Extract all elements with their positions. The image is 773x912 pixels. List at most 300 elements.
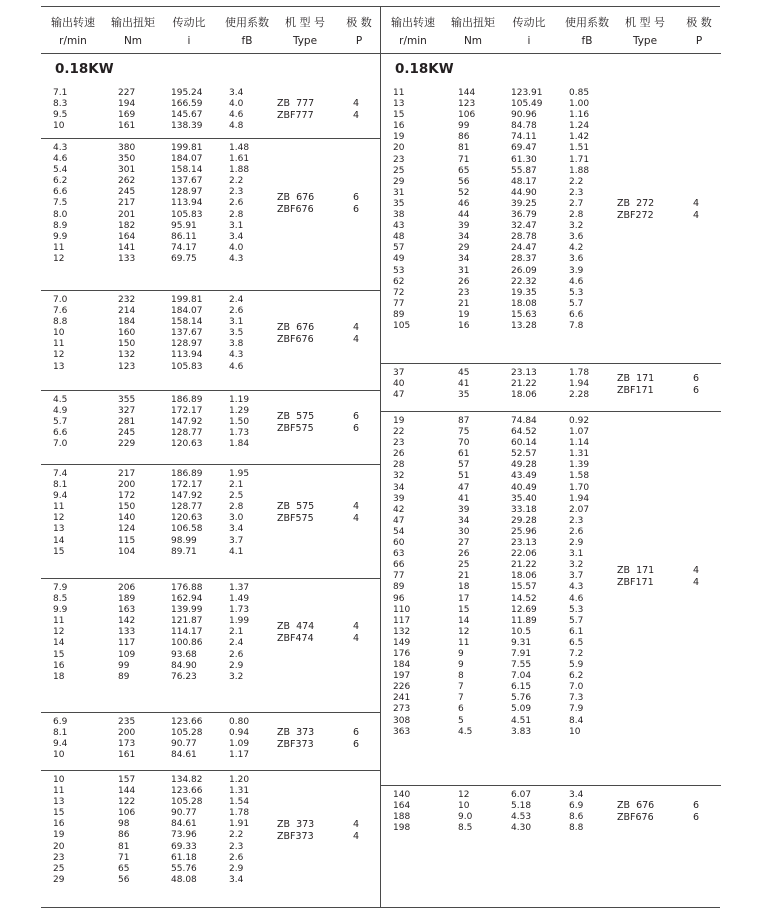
speed-cell: 13 <box>53 524 65 535</box>
torque-cell: 141 <box>118 242 136 253</box>
torque-cell: 75 <box>458 427 470 438</box>
factor-cell: 2.07 <box>569 504 590 515</box>
table-row <box>41 428 380 439</box>
model-type: ZB 676 <box>617 800 655 812</box>
torque-cell: 86 <box>118 830 130 841</box>
factor-cell: 1.54 <box>229 797 250 808</box>
factor-cell: 2.6 <box>229 198 244 209</box>
speed-cell: 15 <box>53 546 65 557</box>
factor-cell: 3.8 <box>229 339 244 350</box>
torque-cell: 122 <box>118 797 136 808</box>
table-row <box>41 819 380 830</box>
ratio-cell: 74.17 <box>171 242 197 253</box>
factor-cell: 1.19 <box>229 395 250 405</box>
header-torque-zh: 输出扭矩 <box>111 16 155 29</box>
factor-cell: 2.4 <box>229 638 244 649</box>
ratio-cell: 6.15 <box>511 682 532 693</box>
factor-cell: 3.5 <box>229 328 244 339</box>
table-row <box>41 221 380 232</box>
torque-cell: 173 <box>118 739 136 750</box>
header-torque-en: Nm <box>463 35 483 47</box>
table-row <box>41 536 380 547</box>
ratio-cell: 106.58 <box>171 524 203 535</box>
header-factor-zh: 使用系数 <box>225 16 269 29</box>
speed-cell: 12 <box>53 253 65 264</box>
model-type: ZB 575 <box>277 501 315 513</box>
speed-cell: 16 <box>53 819 65 830</box>
table-row <box>381 299 721 310</box>
torque-cell: 29 <box>458 243 470 254</box>
table-row <box>381 605 721 616</box>
ratio-cell: 5.76 <box>511 693 532 704</box>
speed-cell: 40 <box>393 379 405 390</box>
speed-cell: 20 <box>53 841 65 852</box>
table-row <box>381 166 721 177</box>
factor-cell: 3.2 <box>569 221 584 232</box>
torque-cell: 227 <box>118 88 136 98</box>
ratio-cell: 13.28 <box>511 320 537 331</box>
ratio-cell: 128.97 <box>171 339 203 350</box>
torque-cell: 14 <box>458 615 470 626</box>
spec-group <box>41 390 380 465</box>
table-row <box>381 460 721 471</box>
factor-cell: 0.85 <box>569 88 590 98</box>
factor-cell: 3.0 <box>229 513 244 524</box>
speed-cell: 66 <box>393 560 405 571</box>
speed-cell: 11 <box>53 502 65 513</box>
ratio-cell: 184.07 <box>171 154 203 165</box>
table-row <box>381 812 721 823</box>
header-speed-en: r/min <box>399 35 427 47</box>
factor-cell: 6.2 <box>569 671 584 682</box>
spec-group <box>41 138 380 291</box>
table-row <box>381 427 721 438</box>
spec-group <box>381 363 721 412</box>
speed-cell: 117 <box>393 615 411 626</box>
torque-cell: 206 <box>118 583 136 593</box>
spec-group <box>41 712 380 771</box>
ratio-cell: 7.55 <box>511 660 532 671</box>
factor-cell: 1.88 <box>229 165 250 176</box>
header-poles-en: P <box>355 35 363 47</box>
speed-cell: 25 <box>53 863 65 874</box>
torque-cell: 8 <box>458 671 464 682</box>
table-row <box>381 143 721 154</box>
ratio-cell: 195.24 <box>171 88 203 98</box>
torque-cell: 18 <box>458 582 470 593</box>
factor-cell: 2.8 <box>569 210 584 221</box>
ratio-cell: 105.83 <box>171 209 203 220</box>
header-speed-en: r/min <box>59 35 87 47</box>
factor-cell: 4.3 <box>569 582 584 593</box>
ratio-cell: 137.67 <box>171 328 203 339</box>
torque-cell: 133 <box>118 627 136 638</box>
table-row <box>41 254 380 265</box>
spec-rows <box>41 717 380 761</box>
model-type: ZB 373 <box>277 727 315 739</box>
speed-cell: 19 <box>393 132 405 143</box>
ratio-cell: 172.17 <box>171 480 203 491</box>
table-header <box>41 6 380 53</box>
speed-cell: 20 <box>393 143 405 154</box>
torque-cell: 104 <box>118 546 136 557</box>
spec-rows <box>41 583 380 683</box>
speed-cell: 31 <box>393 187 405 198</box>
factor-cell: 2.6 <box>229 852 244 863</box>
speed-cell: 132 <box>393 626 411 637</box>
factor-cell: 2.3 <box>569 187 584 198</box>
torque-cell: 45 <box>458 368 470 378</box>
factor-cell: 10 <box>569 726 581 737</box>
factor-cell: 0.92 <box>569 416 590 426</box>
torque-cell: 21 <box>458 298 470 309</box>
torque-cell: 31 <box>458 265 470 276</box>
pole-count: 4 <box>352 632 360 644</box>
torque-cell: 7 <box>458 693 464 704</box>
table-row <box>381 594 721 605</box>
ratio-cell: 15.63 <box>511 309 537 320</box>
ratio-cell: 98.99 <box>171 535 197 546</box>
header-ratio-zh: 传动比 <box>172 16 206 29</box>
ratio-cell: 73.96 <box>171 830 197 841</box>
speed-cell: 23 <box>53 852 65 863</box>
header-ratio-en: i <box>527 35 531 47</box>
ratio-cell: 145.67 <box>171 110 203 121</box>
torque-cell: 262 <box>118 176 136 187</box>
torque-cell: 26 <box>458 549 470 560</box>
factor-cell: 4.3 <box>229 253 244 264</box>
torque-cell: 201 <box>118 209 136 220</box>
header-ratio-en: i <box>187 35 191 47</box>
table-row <box>381 438 721 449</box>
torque-cell: 99 <box>458 121 470 132</box>
torque-cell: 89 <box>118 671 130 682</box>
table-row <box>381 132 721 143</box>
header-ratio-zh: 传动比 <box>512 16 546 29</box>
ratio-cell: 18.06 <box>511 390 537 401</box>
torque-cell: 86 <box>458 132 470 143</box>
table-row <box>381 727 721 738</box>
torque-cell: 245 <box>118 428 136 439</box>
table-row <box>41 469 380 480</box>
speed-cell: 37 <box>393 368 405 378</box>
table-row <box>41 717 380 728</box>
model-type: ZBF676 <box>617 812 654 824</box>
speed-cell: 42 <box>393 504 405 515</box>
torque-cell: 160 <box>118 328 136 339</box>
ratio-cell: 89.71 <box>171 546 197 557</box>
table-row <box>381 560 721 571</box>
factor-cell: 8.4 <box>569 715 584 726</box>
factor-cell: 4.0 <box>229 242 244 253</box>
ratio-cell: 35.40 <box>511 493 537 504</box>
torque-cell: 355 <box>118 395 136 405</box>
factor-cell: 6.6 <box>569 309 584 320</box>
table-header <box>381 6 721 53</box>
torque-cell: 144 <box>118 786 136 797</box>
table-row <box>41 317 380 328</box>
ratio-cell: 49.28 <box>511 460 537 471</box>
header-factor-zh: 使用系数 <box>565 16 609 29</box>
ratio-cell: 158.14 <box>171 317 203 328</box>
factor-cell: 3.4 <box>229 524 244 535</box>
speed-cell: 9.4 <box>53 739 68 750</box>
factor-cell: 1.51 <box>569 143 590 154</box>
ratio-cell: 55.76 <box>171 863 197 874</box>
torque-cell: 98 <box>118 819 130 830</box>
model-type: ZBF474 <box>277 632 314 644</box>
spec-rows <box>41 143 380 265</box>
speed-cell: 23 <box>393 438 405 449</box>
table-row <box>381 254 721 265</box>
torque-cell: 142 <box>118 616 136 627</box>
spec-group <box>41 290 380 391</box>
ratio-cell: 137.67 <box>171 176 203 187</box>
ratio-cell: 3.83 <box>511 726 532 737</box>
torque-cell: 109 <box>118 649 136 660</box>
torque-cell: 19 <box>458 309 470 320</box>
table-row <box>41 638 380 649</box>
table-row <box>381 549 721 560</box>
table-row <box>41 786 380 797</box>
table-row <box>381 494 721 505</box>
spec-rows <box>381 368 721 401</box>
torque-cell: 21 <box>458 571 470 582</box>
model-type: ZB 676 <box>277 192 315 204</box>
factor-cell: 4.6 <box>229 361 244 372</box>
speed-cell: 140 <box>393 790 411 800</box>
speed-cell: 8.1 <box>53 728 68 739</box>
speed-cell: 39 <box>393 493 405 504</box>
ratio-cell: 23.13 <box>511 538 537 549</box>
left-table <box>41 6 380 906</box>
factor-cell: 6.5 <box>569 637 584 648</box>
model-type: ZB 272 <box>617 198 655 210</box>
speed-cell: 62 <box>393 276 405 287</box>
speed-cell: 47 <box>393 515 405 526</box>
factor-cell: 1.24 <box>569 121 590 132</box>
torque-cell: 81 <box>118 841 130 852</box>
factor-cell: 4.6 <box>569 593 584 604</box>
torque-cell: 189 <box>118 594 136 605</box>
speed-cell: 13 <box>53 797 65 808</box>
speed-cell: 10 <box>53 750 65 761</box>
speed-cell: 10 <box>53 328 65 339</box>
torque-cell: 214 <box>118 306 136 317</box>
ratio-cell: 105.49 <box>511 99 543 110</box>
factor-cell: 5.7 <box>569 298 584 309</box>
speed-cell: 16 <box>53 660 65 671</box>
ratio-cell: 76.23 <box>171 671 197 682</box>
spec-group <box>41 78 380 139</box>
torque-cell: 123 <box>458 99 476 110</box>
spec-rows <box>41 395 380 450</box>
ratio-cell: 147.92 <box>171 417 203 428</box>
table-row <box>381 177 721 188</box>
ratio-cell: 48.08 <box>171 874 197 885</box>
ratio-cell: 11.89 <box>511 615 537 626</box>
torque-cell: 194 <box>118 99 136 110</box>
pole-count: 4 <box>352 513 360 525</box>
ratio-cell: 28.78 <box>511 232 537 243</box>
ratio-cell: 84.61 <box>171 819 197 830</box>
torque-cell: 245 <box>118 187 136 198</box>
speed-cell: 184 <box>393 660 411 671</box>
factor-cell: 1.70 <box>569 482 590 493</box>
ratio-cell: 105.83 <box>171 361 203 372</box>
speed-cell: 11 <box>53 616 65 627</box>
torque-cell: 182 <box>118 220 136 231</box>
pole-count: 4 <box>692 576 700 588</box>
ratio-cell: 32.47 <box>511 221 537 232</box>
table-row <box>41 583 380 594</box>
pole-count: 6 <box>352 727 360 739</box>
torque-cell: 9 <box>458 660 464 671</box>
torque-cell: 140 <box>118 513 136 524</box>
speed-cell: 6.9 <box>53 717 68 727</box>
header-torque-zh: 输出扭矩 <box>451 16 495 29</box>
ratio-cell: 33.18 <box>511 504 537 515</box>
table-row <box>381 516 721 527</box>
ratio-cell: 69.47 <box>511 143 537 154</box>
right-table <box>381 6 721 906</box>
speed-cell: 188 <box>393 812 411 823</box>
speed-cell: 176 <box>393 648 411 659</box>
torque-cell: 106 <box>118 808 136 819</box>
table-row <box>41 187 380 198</box>
ratio-cell: 44.90 <box>511 187 537 198</box>
factor-cell: 1.29 <box>229 406 250 417</box>
factor-cell: 1.94 <box>569 493 590 504</box>
factor-cell: 1.61 <box>229 154 250 165</box>
pole-count: 6 <box>692 372 700 384</box>
spec-rows <box>381 416 721 738</box>
factor-cell: 1.50 <box>229 417 250 428</box>
torque-cell: 106 <box>458 110 476 121</box>
speed-cell: 7.1 <box>53 88 68 98</box>
table-row <box>41 417 380 428</box>
torque-cell: 8.5 <box>458 823 473 834</box>
table-row <box>381 823 721 834</box>
speed-cell: 96 <box>393 593 405 604</box>
speed-cell: 10 <box>53 121 65 132</box>
speed-cell: 226 <box>393 682 411 693</box>
factor-cell: 3.4 <box>229 874 244 885</box>
table-row <box>41 306 380 317</box>
factor-cell: 2.1 <box>229 480 244 491</box>
table-row <box>41 232 380 243</box>
ratio-cell: 120.63 <box>171 439 203 450</box>
torque-cell: 133 <box>118 253 136 264</box>
table-row <box>41 295 380 306</box>
speed-cell: 7.0 <box>53 295 68 305</box>
factor-cell: 4.2 <box>569 243 584 254</box>
factor-cell: 3.1 <box>229 220 244 231</box>
torque-cell: 4.5 <box>458 726 473 737</box>
ratio-cell: 21.22 <box>511 379 537 390</box>
factor-cell: 4.3 <box>229 350 244 361</box>
ratio-cell: 139.99 <box>171 605 203 616</box>
torque-cell: 115 <box>118 535 136 546</box>
ratio-cell: 121.87 <box>171 616 203 627</box>
header-speed-zh: 输出转速 <box>51 16 95 29</box>
factor-cell: 1.17 <box>229 750 250 761</box>
power-label: 0.18KW <box>55 61 114 77</box>
speed-cell: 9.5 <box>53 110 68 121</box>
speed-cell: 8.1 <box>53 480 68 491</box>
factor-cell: 5.7 <box>569 615 584 626</box>
table-row <box>381 390 721 401</box>
table-row <box>381 155 721 166</box>
table-row <box>381 638 721 649</box>
table-row <box>381 310 721 321</box>
ratio-cell: 14.52 <box>511 593 537 604</box>
speed-cell: 8.9 <box>53 220 68 231</box>
torque-cell: 61 <box>458 449 470 460</box>
factor-cell: 3.6 <box>569 254 584 265</box>
factor-cell: 2.3 <box>229 187 244 198</box>
table-row <box>381 266 721 277</box>
table-row <box>41 672 380 683</box>
torque-cell: 117 <box>118 638 136 649</box>
speed-cell: 47 <box>393 390 405 401</box>
ratio-cell: 18.06 <box>511 571 537 582</box>
table-row <box>41 110 380 121</box>
factor-cell: 1.14 <box>569 438 590 449</box>
header-poles-zh: 极 数 <box>686 16 712 29</box>
ratio-cell: 7.04 <box>511 671 532 682</box>
ratio-cell: 186.89 <box>171 395 203 405</box>
ratio-cell: 74.11 <box>511 132 537 143</box>
table-row <box>41 728 380 739</box>
factor-cell: 3.6 <box>569 232 584 243</box>
speed-cell: 57 <box>393 243 405 254</box>
torque-cell: 12 <box>458 790 470 800</box>
pole-count: 6 <box>352 739 360 751</box>
speed-cell: 89 <box>393 582 405 593</box>
speed-cell: 8.3 <box>53 99 68 110</box>
torque-cell: 327 <box>118 406 136 417</box>
ratio-cell: 25.96 <box>511 526 537 537</box>
torque-cell: 34 <box>458 254 470 265</box>
model-type: ZB 676 <box>277 321 315 333</box>
model-type: ZB 171 <box>617 372 655 384</box>
torque-cell: 27 <box>458 538 470 549</box>
factor-cell: 7.8 <box>569 320 584 331</box>
factor-cell: 2.4 <box>229 295 244 305</box>
pole-count: 4 <box>692 198 700 210</box>
table-row <box>41 210 380 221</box>
table-row <box>41 775 380 786</box>
torque-cell: 200 <box>118 480 136 491</box>
ratio-cell: 22.32 <box>511 276 537 287</box>
pole-count: 4 <box>692 564 700 576</box>
speed-cell: 43 <box>393 221 405 232</box>
ratio-cell: 95.91 <box>171 220 197 231</box>
table-row <box>41 547 380 558</box>
torque-cell: 132 <box>118 350 136 361</box>
torque-cell: 184 <box>118 317 136 328</box>
header-factor-en: fB <box>581 35 593 47</box>
model-type: ZB 373 <box>277 818 315 830</box>
spec-rows <box>41 775 380 886</box>
header-type-zh: 机 型 号 <box>285 16 325 29</box>
torque-cell: 15 <box>458 604 470 615</box>
factor-cell: 2.2 <box>229 176 244 187</box>
pole-count: 4 <box>352 818 360 830</box>
factor-cell: 4.6 <box>229 110 244 121</box>
factor-cell: 1.91 <box>229 819 250 830</box>
